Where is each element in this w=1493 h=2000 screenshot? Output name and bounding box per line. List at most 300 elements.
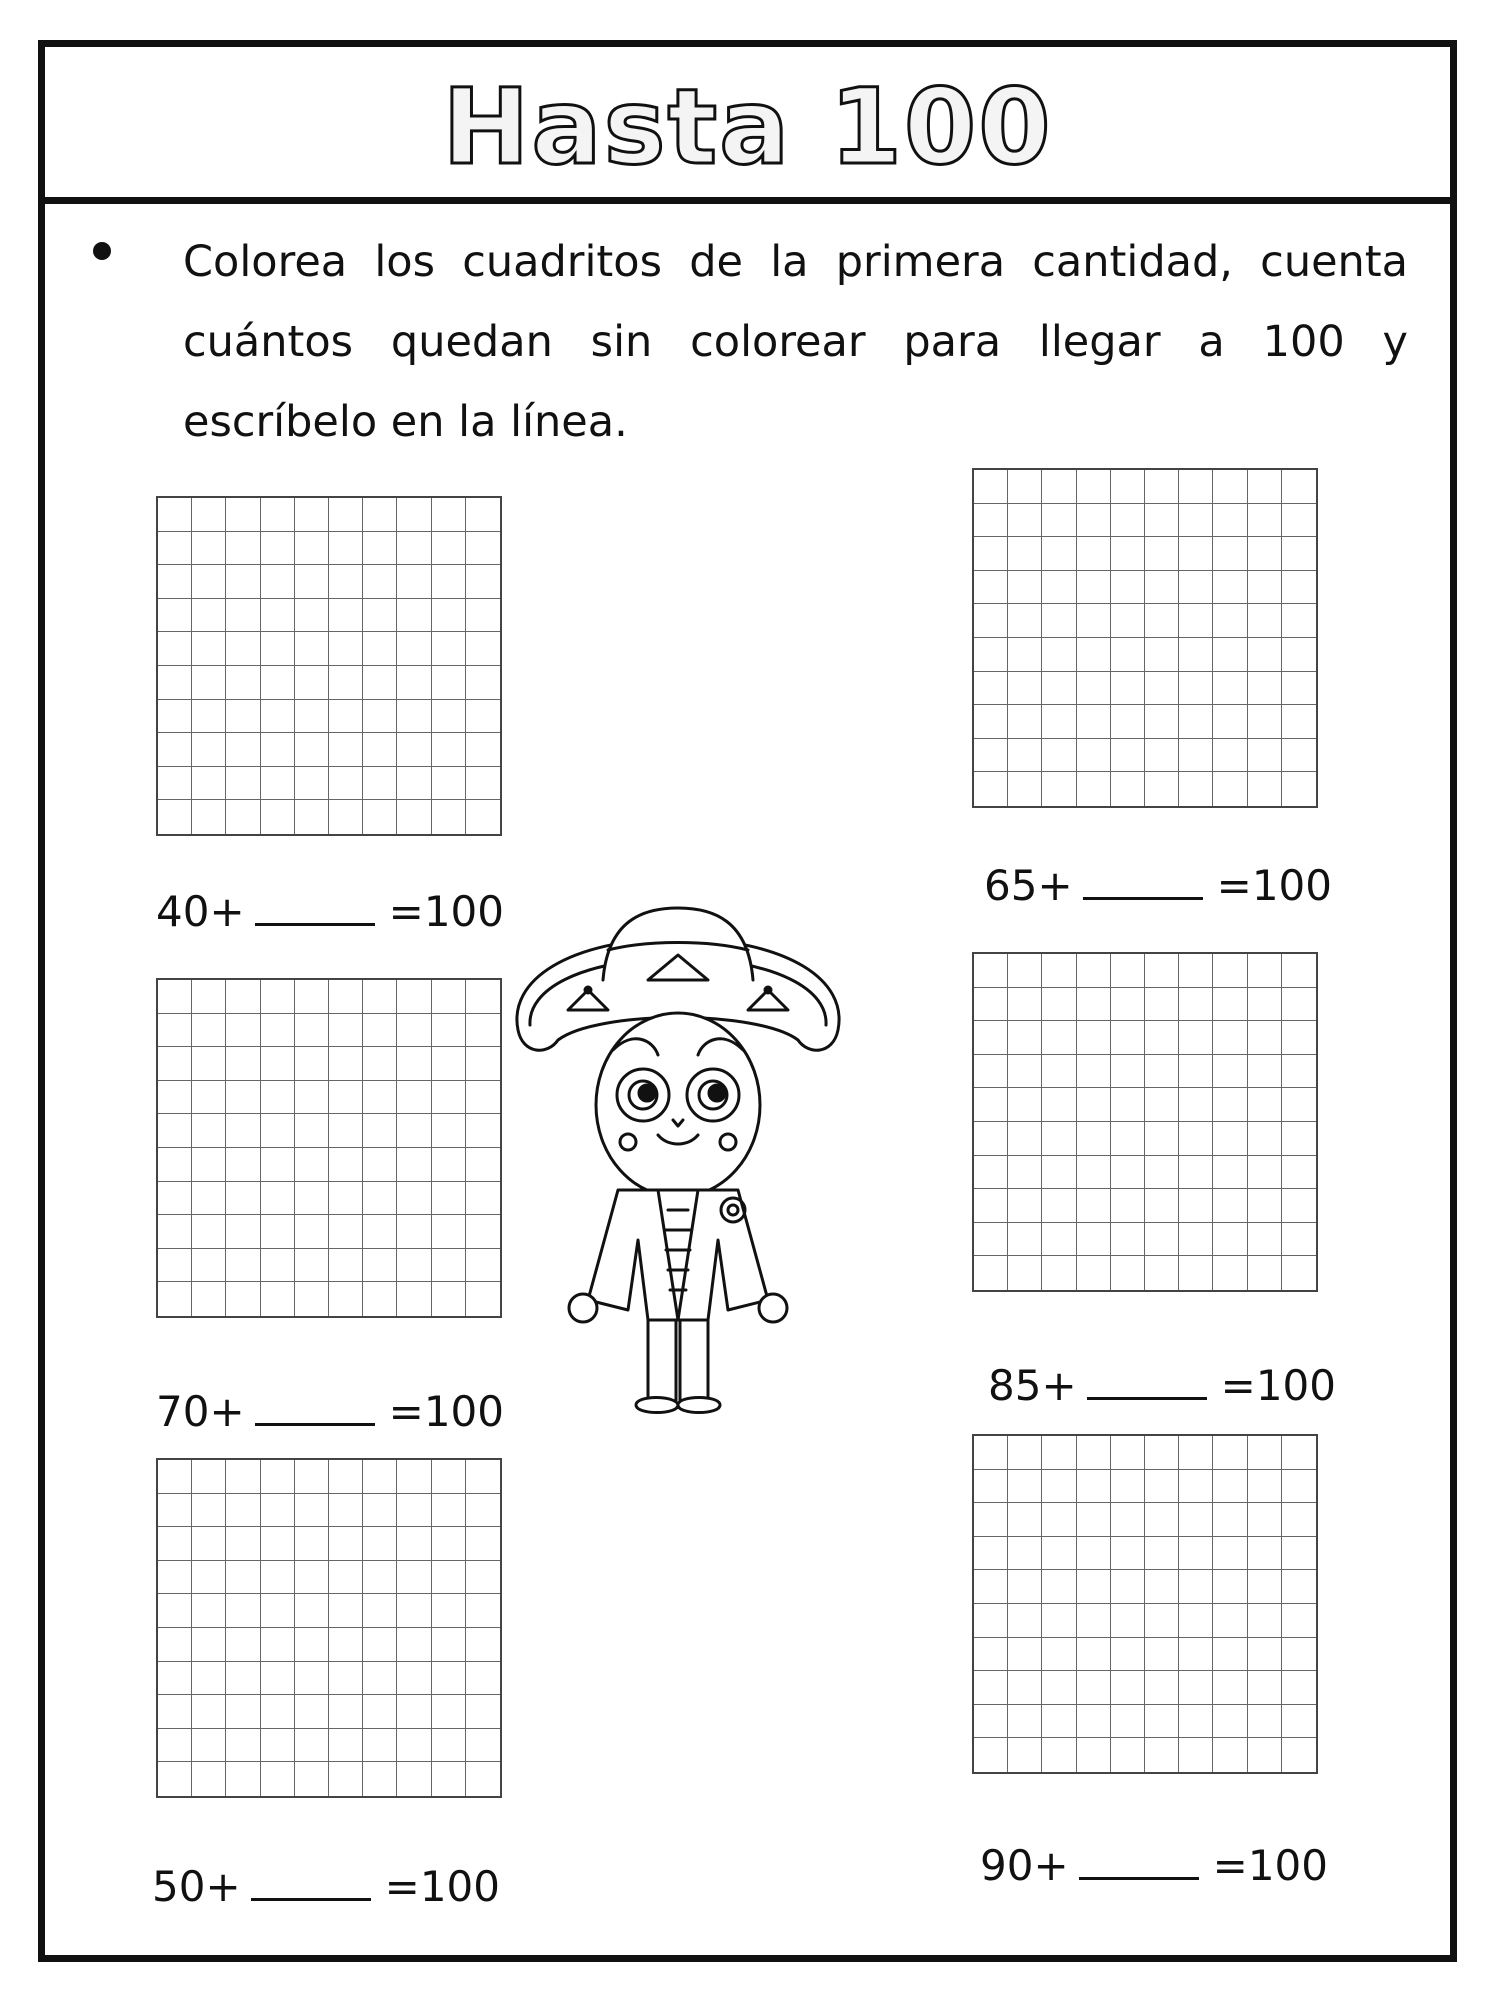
grid-cell[interactable] (363, 980, 397, 1014)
grid-cell[interactable] (1077, 739, 1111, 773)
grid-cell[interactable] (1248, 1223, 1282, 1257)
grid-cell[interactable] (1008, 739, 1042, 773)
grid-cell[interactable] (1008, 672, 1042, 706)
grid-cell[interactable] (1145, 1705, 1179, 1739)
answer-line[interactable] (255, 913, 375, 926)
grid-cell[interactable] (158, 1148, 192, 1182)
grid-cell[interactable] (158, 1249, 192, 1283)
grid-cell[interactable] (432, 1494, 466, 1528)
grid-cell[interactable] (158, 1014, 192, 1048)
grid-cell[interactable] (1145, 1189, 1179, 1223)
grid-cell[interactable] (363, 599, 397, 633)
grid-cell[interactable] (974, 954, 1008, 988)
grid-cell[interactable] (1077, 1604, 1111, 1638)
grid-cell[interactable] (1008, 1055, 1042, 1089)
grid-cell[interactable] (192, 1695, 226, 1729)
grid-cell[interactable] (1248, 772, 1282, 806)
grid-cell[interactable] (1145, 1503, 1179, 1537)
grid-cell[interactable] (397, 767, 431, 801)
grid-cell[interactable] (1179, 1604, 1213, 1638)
grid-cell[interactable] (295, 980, 329, 1014)
grid-cell[interactable] (158, 599, 192, 633)
grid-cell[interactable] (432, 632, 466, 666)
grid-cell[interactable] (295, 1494, 329, 1528)
grid-cell[interactable] (1077, 1021, 1111, 1055)
grid-cell[interactable] (1213, 772, 1247, 806)
grid-cell[interactable] (158, 767, 192, 801)
grid-cell[interactable] (1248, 1021, 1282, 1055)
grid-cell[interactable] (1077, 1503, 1111, 1537)
grid-cell[interactable] (158, 1182, 192, 1216)
grid-cell[interactable] (1111, 1055, 1145, 1089)
grid-cell[interactable] (1077, 1122, 1111, 1156)
grid-cell[interactable] (974, 1223, 1008, 1257)
grid-cell[interactable] (1008, 1436, 1042, 1470)
hundred-grid-2[interactable] (972, 468, 1318, 808)
grid-cell[interactable] (1282, 1055, 1316, 1089)
grid-cell[interactable] (158, 666, 192, 700)
grid-cell[interactable] (192, 1561, 226, 1595)
grid-cell[interactable] (1111, 1088, 1145, 1122)
grid-cell[interactable] (226, 1494, 260, 1528)
grid-cell[interactable] (363, 1695, 397, 1729)
grid-cell[interactable] (295, 532, 329, 566)
grid-cell[interactable] (1008, 705, 1042, 739)
grid-cell[interactable] (1077, 772, 1111, 806)
grid-cell[interactable] (1042, 1223, 1076, 1257)
grid-cell[interactable] (158, 800, 192, 834)
grid-cell[interactable] (1042, 1189, 1076, 1223)
grid-cell[interactable] (261, 800, 295, 834)
grid-cell[interactable] (192, 1762, 226, 1796)
grid-cell[interactable] (158, 1527, 192, 1561)
grid-cell[interactable] (329, 1249, 363, 1283)
grid-cell[interactable] (363, 1628, 397, 1662)
grid-cell[interactable] (432, 1047, 466, 1081)
grid-cell[interactable] (295, 800, 329, 834)
grid-cell[interactable] (158, 980, 192, 1014)
grid-cell[interactable] (363, 1729, 397, 1763)
grid-cell[interactable] (1042, 1537, 1076, 1571)
grid-cell[interactable] (974, 772, 1008, 806)
grid-cell[interactable] (1282, 537, 1316, 571)
grid-cell[interactable] (192, 1215, 226, 1249)
grid-cell[interactable] (1248, 672, 1282, 706)
grid-cell[interactable] (226, 1662, 260, 1696)
grid-cell[interactable] (329, 1628, 363, 1662)
grid-cell[interactable] (329, 1460, 363, 1494)
grid-cell[interactable] (974, 1503, 1008, 1537)
grid-cell[interactable] (295, 1215, 329, 1249)
grid-cell[interactable] (432, 565, 466, 599)
grid-cell[interactable] (1111, 1256, 1145, 1290)
grid-cell[interactable] (1213, 1156, 1247, 1190)
grid-cell[interactable] (1213, 1470, 1247, 1504)
grid-cell[interactable] (397, 1460, 431, 1494)
grid-cell[interactable] (974, 1604, 1008, 1638)
grid-cell[interactable] (1008, 1088, 1042, 1122)
grid-cell[interactable] (974, 1156, 1008, 1190)
grid-cell[interactable] (261, 1762, 295, 1796)
grid-cell[interactable] (1213, 1503, 1247, 1537)
grid-cell[interactable] (1111, 1470, 1145, 1504)
grid-cell[interactable] (432, 666, 466, 700)
grid-cell[interactable] (1213, 954, 1247, 988)
grid-cell[interactable] (1213, 739, 1247, 773)
grid-cell[interactable] (1042, 1055, 1076, 1089)
grid-cell[interactable] (432, 700, 466, 734)
grid-cell[interactable] (397, 1561, 431, 1595)
grid-cell[interactable] (158, 1561, 192, 1595)
grid-cell[interactable] (192, 767, 226, 801)
grid-cell[interactable] (1179, 705, 1213, 739)
grid-cell[interactable] (329, 1148, 363, 1182)
grid-cell[interactable] (1179, 537, 1213, 571)
grid-cell[interactable] (261, 1282, 295, 1316)
grid-cell[interactable] (1282, 1189, 1316, 1223)
grid-cell[interactable] (466, 1561, 500, 1595)
grid-cell[interactable] (1213, 1189, 1247, 1223)
grid-cell[interactable] (1008, 1604, 1042, 1638)
grid-cell[interactable] (432, 1215, 466, 1249)
grid-cell[interactable] (466, 532, 500, 566)
grid-cell[interactable] (397, 1114, 431, 1148)
grid-cell[interactable] (226, 632, 260, 666)
grid-cell[interactable] (1282, 739, 1316, 773)
grid-cell[interactable] (1008, 470, 1042, 504)
grid-cell[interactable] (295, 1695, 329, 1729)
grid-cell[interactable] (1248, 705, 1282, 739)
grid-cell[interactable] (1282, 672, 1316, 706)
grid-cell[interactable] (1042, 504, 1076, 538)
grid-cell[interactable] (432, 1182, 466, 1216)
grid-cell[interactable] (397, 1695, 431, 1729)
grid-cell[interactable] (1111, 1705, 1145, 1739)
grid-cell[interactable] (1042, 1021, 1076, 1055)
grid-cell[interactable] (1145, 672, 1179, 706)
grid-cell[interactable] (432, 1114, 466, 1148)
grid-cell[interactable] (329, 1114, 363, 1148)
grid-cell[interactable] (261, 1460, 295, 1494)
grid-cell[interactable] (397, 666, 431, 700)
grid-cell[interactable] (329, 1594, 363, 1628)
grid-cell[interactable] (158, 1047, 192, 1081)
grid-cell[interactable] (1248, 1638, 1282, 1672)
grid-cell[interactable] (363, 1282, 397, 1316)
grid-cell[interactable] (363, 632, 397, 666)
grid-cell[interactable] (397, 1047, 431, 1081)
grid-cell[interactable] (226, 1695, 260, 1729)
grid-cell[interactable] (1248, 1671, 1282, 1705)
grid-cell[interactable] (466, 1148, 500, 1182)
grid-cell[interactable] (974, 571, 1008, 605)
grid-cell[interactable] (1145, 954, 1179, 988)
grid-cell[interactable] (1111, 1503, 1145, 1537)
grid-cell[interactable] (397, 1762, 431, 1796)
grid-cell[interactable] (1042, 1705, 1076, 1739)
grid-cell[interactable] (1111, 1638, 1145, 1672)
grid-cell[interactable] (295, 1527, 329, 1561)
grid-cell[interactable] (329, 1014, 363, 1048)
grid-cell[interactable] (1042, 1570, 1076, 1604)
grid-cell[interactable] (1077, 1088, 1111, 1122)
grid-cell[interactable] (466, 980, 500, 1014)
grid-cell[interactable] (397, 1249, 431, 1283)
grid-cell[interactable] (1179, 1671, 1213, 1705)
grid-cell[interactable] (1248, 988, 1282, 1022)
grid-cell[interactable] (226, 1282, 260, 1316)
grid-cell[interactable] (295, 1594, 329, 1628)
hundred-grid-4[interactable] (972, 952, 1318, 1292)
grid-cell[interactable] (226, 1762, 260, 1796)
grid-cell[interactable] (363, 1148, 397, 1182)
grid-cell[interactable] (1042, 1604, 1076, 1638)
grid-cell[interactable] (192, 1527, 226, 1561)
grid-cell[interactable] (466, 1282, 500, 1316)
grid-cell[interactable] (329, 666, 363, 700)
grid-cell[interactable] (1248, 1503, 1282, 1537)
grid-cell[interactable] (329, 800, 363, 834)
grid-cell[interactable] (432, 1561, 466, 1595)
grid-cell[interactable] (192, 1249, 226, 1283)
grid-cell[interactable] (1282, 1671, 1316, 1705)
grid-cell[interactable] (1179, 1570, 1213, 1604)
grid-cell[interactable] (363, 1182, 397, 1216)
answer-line[interactable] (1079, 1867, 1199, 1880)
grid-cell[interactable] (1077, 1470, 1111, 1504)
grid-cell[interactable] (295, 1047, 329, 1081)
grid-cell[interactable] (1248, 1189, 1282, 1223)
grid-cell[interactable] (1042, 1671, 1076, 1705)
grid-cell[interactable] (158, 1114, 192, 1148)
grid-cell[interactable] (1248, 1256, 1282, 1290)
grid-cell[interactable] (466, 1594, 500, 1628)
grid-cell[interactable] (1077, 1436, 1111, 1470)
grid-cell[interactable] (1042, 705, 1076, 739)
grid-cell[interactable] (295, 1148, 329, 1182)
grid-cell[interactable] (1179, 470, 1213, 504)
grid-cell[interactable] (226, 1014, 260, 1048)
grid-cell[interactable] (192, 532, 226, 566)
grid-cell[interactable] (466, 565, 500, 599)
grid-cell[interactable] (974, 604, 1008, 638)
grid-cell[interactable] (329, 632, 363, 666)
grid-cell[interactable] (192, 1014, 226, 1048)
grid-cell[interactable] (1213, 1671, 1247, 1705)
grid-cell[interactable] (329, 1662, 363, 1696)
grid-cell[interactable] (1213, 1604, 1247, 1638)
grid-cell[interactable] (1282, 1256, 1316, 1290)
grid-cell[interactable] (1282, 954, 1316, 988)
grid-cell[interactable] (974, 672, 1008, 706)
grid-cell[interactable] (466, 800, 500, 834)
grid-cell[interactable] (226, 1594, 260, 1628)
grid-cell[interactable] (226, 733, 260, 767)
grid-cell[interactable] (295, 1729, 329, 1763)
grid-cell[interactable] (1145, 1671, 1179, 1705)
grid-cell[interactable] (1179, 672, 1213, 706)
grid-cell[interactable] (1179, 988, 1213, 1022)
grid-cell[interactable] (1008, 1156, 1042, 1190)
grid-cell[interactable] (397, 980, 431, 1014)
grid-cell[interactable] (1042, 672, 1076, 706)
grid-cell[interactable] (1111, 739, 1145, 773)
grid-cell[interactable] (226, 1081, 260, 1115)
grid-cell[interactable] (1179, 1223, 1213, 1257)
grid-cell[interactable] (432, 1628, 466, 1662)
grid-cell[interactable] (363, 532, 397, 566)
grid-cell[interactable] (1213, 1537, 1247, 1571)
hundred-grid-3[interactable] (156, 978, 502, 1318)
grid-cell[interactable] (1145, 1470, 1179, 1504)
grid-cell[interactable] (192, 700, 226, 734)
grid-cell[interactable] (329, 1182, 363, 1216)
grid-cell[interactable] (397, 800, 431, 834)
grid-cell[interactable] (192, 1460, 226, 1494)
grid-cell[interactable] (1077, 571, 1111, 605)
grid-cell[interactable] (974, 1470, 1008, 1504)
grid-cell[interactable] (363, 1594, 397, 1628)
grid-cell[interactable] (295, 1282, 329, 1316)
grid-cell[interactable] (1077, 1671, 1111, 1705)
grid-cell[interactable] (1077, 638, 1111, 672)
grid-cell[interactable] (363, 1460, 397, 1494)
grid-cell[interactable] (1111, 504, 1145, 538)
grid-cell[interactable] (261, 1594, 295, 1628)
grid-cell[interactable] (974, 1738, 1008, 1772)
grid-cell[interactable] (192, 1594, 226, 1628)
grid-cell[interactable] (1248, 470, 1282, 504)
grid-cell[interactable] (397, 1182, 431, 1216)
grid-cell[interactable] (329, 1561, 363, 1595)
grid-cell[interactable] (1145, 1156, 1179, 1190)
grid-cell[interactable] (1145, 1088, 1179, 1122)
grid-cell[interactable] (466, 1628, 500, 1662)
grid-cell[interactable] (1077, 604, 1111, 638)
grid-cell[interactable] (261, 1047, 295, 1081)
grid-cell[interactable] (1282, 1705, 1316, 1739)
grid-cell[interactable] (1248, 1088, 1282, 1122)
grid-cell[interactable] (295, 599, 329, 633)
grid-cell[interactable] (295, 1762, 329, 1796)
grid-cell[interactable] (1282, 772, 1316, 806)
grid-cell[interactable] (432, 1081, 466, 1115)
grid-cell[interactable] (1213, 1088, 1247, 1122)
grid-cell[interactable] (974, 1088, 1008, 1122)
grid-cell[interactable] (1008, 772, 1042, 806)
grid-cell[interactable] (1282, 988, 1316, 1022)
grid-cell[interactable] (1145, 1021, 1179, 1055)
grid-cell[interactable] (1282, 571, 1316, 605)
grid-cell[interactable] (1248, 1570, 1282, 1604)
grid-cell[interactable] (192, 1148, 226, 1182)
grid-cell[interactable] (295, 1460, 329, 1494)
grid-cell[interactable] (192, 1628, 226, 1662)
grid-cell[interactable] (1179, 954, 1213, 988)
grid-cell[interactable] (226, 1460, 260, 1494)
grid-cell[interactable] (974, 638, 1008, 672)
grid-cell[interactable] (192, 980, 226, 1014)
grid-cell[interactable] (974, 1256, 1008, 1290)
grid-cell[interactable] (261, 599, 295, 633)
grid-cell[interactable] (295, 565, 329, 599)
grid-cell[interactable] (1042, 954, 1076, 988)
grid-cell[interactable] (363, 1114, 397, 1148)
grid-cell[interactable] (1179, 1705, 1213, 1739)
grid-cell[interactable] (329, 980, 363, 1014)
grid-cell[interactable] (1145, 1537, 1179, 1571)
grid-cell[interactable] (1179, 1436, 1213, 1470)
grid-cell[interactable] (974, 470, 1008, 504)
grid-cell[interactable] (974, 1537, 1008, 1571)
grid-cell[interactable] (466, 1182, 500, 1216)
grid-cell[interactable] (1042, 1738, 1076, 1772)
grid-cell[interactable] (363, 733, 397, 767)
grid-cell[interactable] (1282, 1604, 1316, 1638)
grid-cell[interactable] (192, 1182, 226, 1216)
grid-cell[interactable] (397, 1527, 431, 1561)
grid-cell[interactable] (158, 1729, 192, 1763)
grid-cell[interactable] (1145, 988, 1179, 1022)
grid-cell[interactable] (192, 632, 226, 666)
grid-cell[interactable] (329, 498, 363, 532)
grid-cell[interactable] (1042, 739, 1076, 773)
grid-cell[interactable] (1111, 1122, 1145, 1156)
grid-cell[interactable] (1077, 1256, 1111, 1290)
grid-cell[interactable] (1282, 1088, 1316, 1122)
grid-cell[interactable] (1282, 705, 1316, 739)
grid-cell[interactable] (1111, 571, 1145, 605)
grid-cell[interactable] (974, 739, 1008, 773)
grid-cell[interactable] (1248, 1122, 1282, 1156)
grid-cell[interactable] (432, 1148, 466, 1182)
grid-cell[interactable] (1282, 1638, 1316, 1672)
answer-line[interactable] (1083, 887, 1203, 900)
grid-cell[interactable] (329, 565, 363, 599)
grid-cell[interactable] (363, 767, 397, 801)
grid-cell[interactable] (1077, 988, 1111, 1022)
grid-cell[interactable] (1042, 571, 1076, 605)
grid-cell[interactable] (158, 733, 192, 767)
grid-cell[interactable] (974, 1671, 1008, 1705)
grid-cell[interactable] (192, 1114, 226, 1148)
grid-cell[interactable] (1213, 672, 1247, 706)
grid-cell[interactable] (1248, 1604, 1282, 1638)
grid-cell[interactable] (1282, 1436, 1316, 1470)
grid-cell[interactable] (1248, 1156, 1282, 1190)
grid-cell[interactable] (363, 1047, 397, 1081)
answer-line[interactable] (255, 1413, 375, 1426)
grid-cell[interactable] (974, 1055, 1008, 1089)
grid-cell[interactable] (261, 1014, 295, 1048)
grid-cell[interactable] (432, 800, 466, 834)
grid-cell[interactable] (226, 599, 260, 633)
grid-cell[interactable] (1111, 1604, 1145, 1638)
grid-cell[interactable] (1145, 1122, 1179, 1156)
grid-cell[interactable] (432, 532, 466, 566)
grid-cell[interactable] (226, 1148, 260, 1182)
grid-cell[interactable] (397, 1081, 431, 1115)
grid-cell[interactable] (1179, 1021, 1213, 1055)
grid-cell[interactable] (261, 1527, 295, 1561)
grid-cell[interactable] (192, 1047, 226, 1081)
grid-cell[interactable] (363, 1215, 397, 1249)
grid-cell[interactable] (1077, 1537, 1111, 1571)
grid-cell[interactable] (397, 733, 431, 767)
grid-cell[interactable] (192, 1494, 226, 1528)
grid-cell[interactable] (363, 1081, 397, 1115)
hundred-grid-5[interactable] (156, 1458, 502, 1798)
